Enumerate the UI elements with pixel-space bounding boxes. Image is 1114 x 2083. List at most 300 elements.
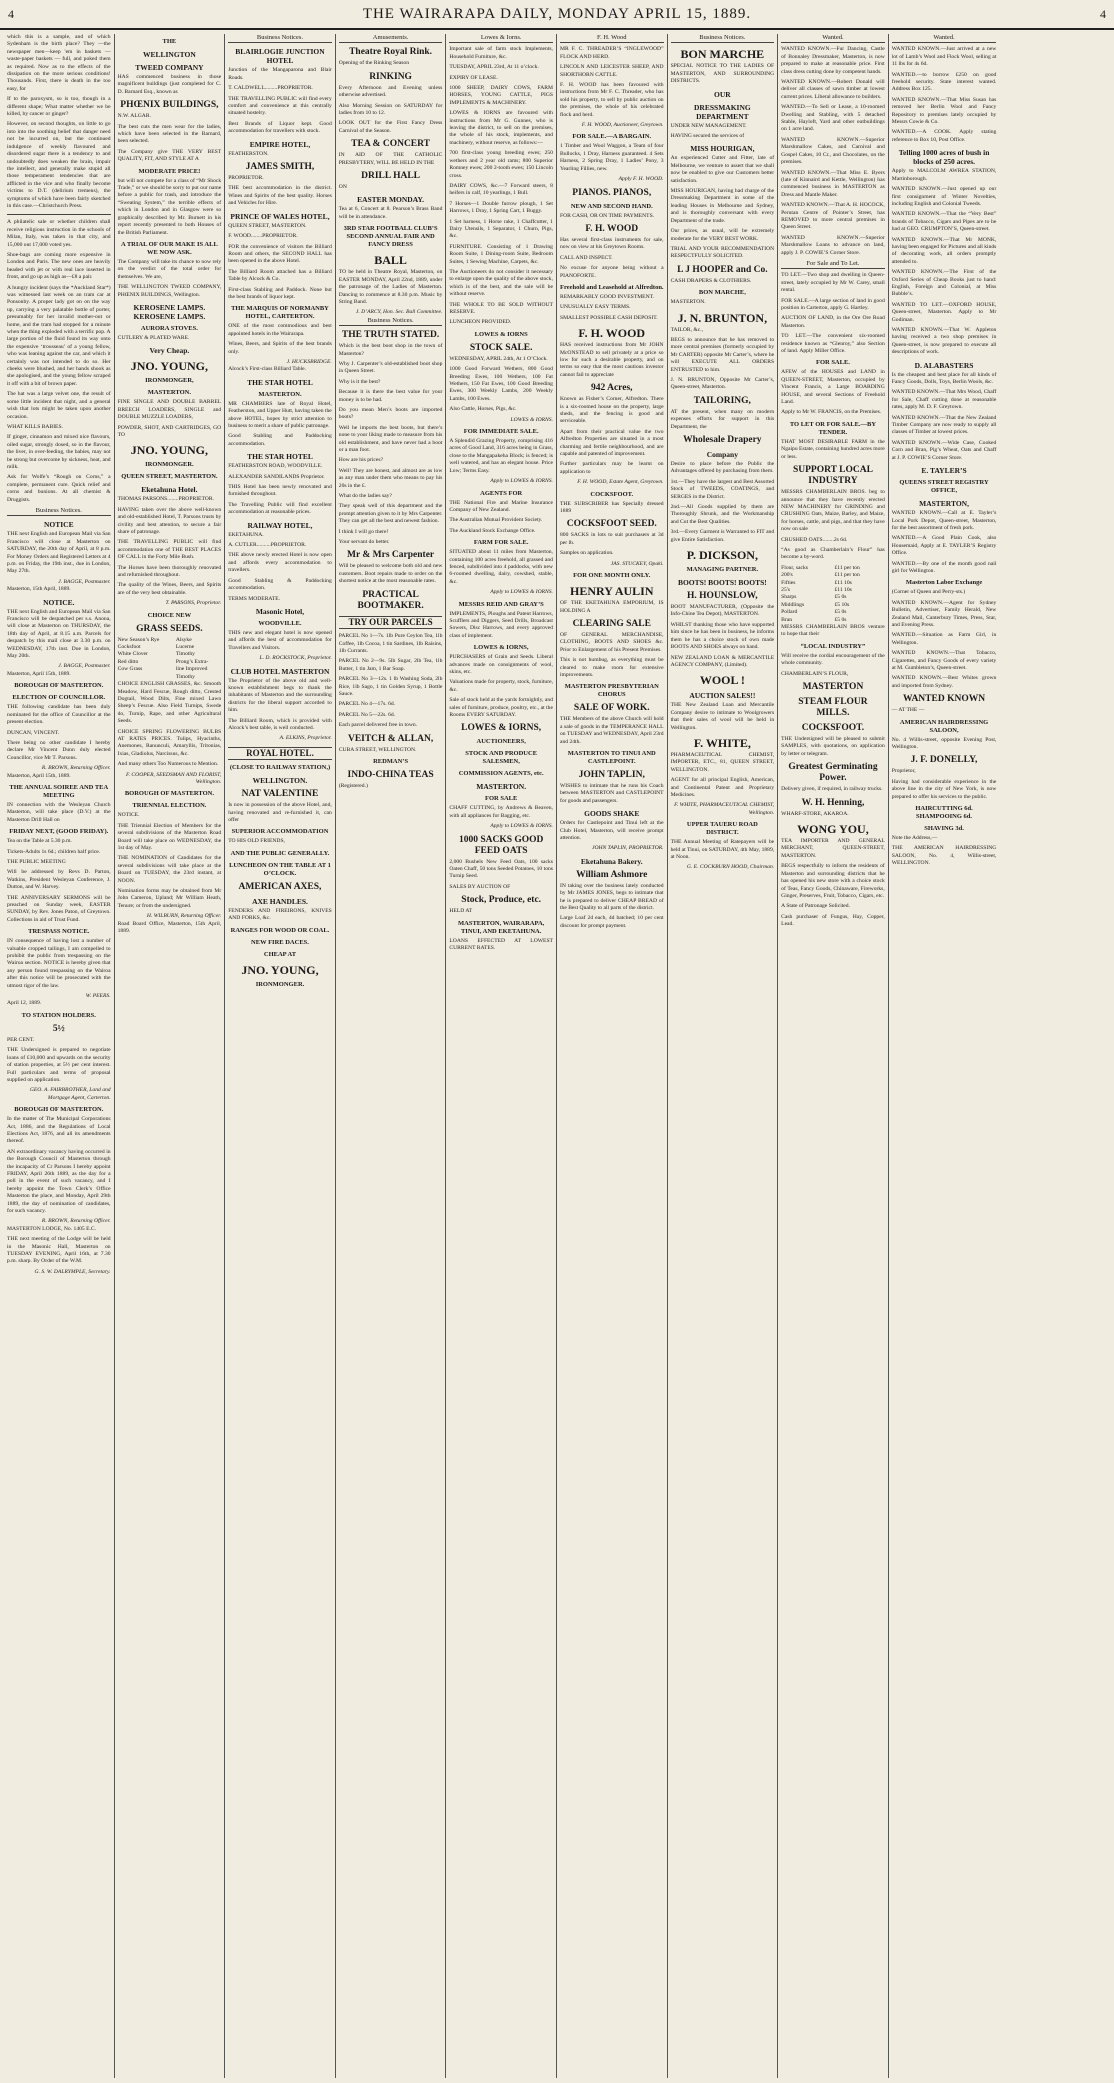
paragraph: CUBA STREET, WELLINGTON. <box>338 746 417 753</box>
paragraph: Tea on the Table at 5.30 p.m. <box>7 838 72 845</box>
paragraph: CASH DRAPERS & CLOTHIERS. <box>670 277 752 284</box>
paragraph: FEATHERSTON. <box>228 150 269 157</box>
paragraph: MASTERTON. <box>670 299 706 306</box>
paragraph: LUNCHEON PROVIDED. <box>449 319 512 326</box>
table-cell: Pollard <box>781 609 798 616</box>
small-heading: AND THE PUBLIC GENERALLY. <box>230 849 330 857</box>
paragraph: ON <box>338 184 347 191</box>
table-row <box>781 580 885 587</box>
paragraph: LOOK OUT for the First Fancy Dress Carnival of the Season. <box>338 120 443 134</box>
paragraph: Known as Fisher’s Corner, Alfredton. There is a six-roomed house on the property, large sheds, and the fencing is good and serviceable. <box>559 396 664 425</box>
small-heading: IRONMONGER. <box>255 980 305 988</box>
paragraph: WANTED KNOWN.—That Miss E. Byers (late of Kinnaird and Kettle, Wellington) has commenced business in MASTERTON as Dress and Mantle Maker. <box>781 169 885 198</box>
headline-large: BALL <box>374 253 407 268</box>
paragraph: PHARMACEUTICAL CHEMIST, IMPORTER, ETC., 81, QUEEN STREET, WELLINGTON. <box>670 751 775 773</box>
table-cell: Cow Grass <box>117 666 143 673</box>
paragraph: Has several first-class instruments for sale, now on view at his Greytown Rooms. <box>559 236 664 251</box>
paragraph: Cash purchaser of Fungus, Hay, Copper, Lead. <box>781 913 885 928</box>
paragraph: No excuse for anyone being without a PIANOFORTE. <box>559 265 664 279</box>
headline: CLEARING SALE <box>572 618 651 629</box>
paragraph: WANTED TO LET.—OXFORD HOUSE, Queen-street, Masterton. Apply to Mr Godiman. <box>891 301 997 323</box>
headline: L J HOOPER and Co. <box>677 264 768 275</box>
paragraph: HAS received instructions from Mr JOHN McONSTEAD to sell privately at a price so low for such a desirable property, and on terms so easy that the most cautious investor cannot fail to appreciate <box>559 342 664 378</box>
paragraph: THAT MOST DESIRABLE FARM in the Ngaipu Estate, containing hundred acres more or less. <box>781 438 885 460</box>
subheadline: AXE HANDLES. <box>252 896 308 906</box>
paragraph: FEATHERSTON ROAD, WOODVILLE. <box>228 463 323 470</box>
subheadline: NOTICE <box>44 520 74 530</box>
column-5 <box>446 34 557 2078</box>
headline: 5½ <box>52 1023 65 1034</box>
signature: F. COOPER, SEEDSMAN AND FLORIST, Wellington. <box>125 771 222 785</box>
paragraph: In the matter of The Municipal Corporations Act, 1886, and the Regulations of Local Elections Act, 1876, and all its amendments thereof. <box>7 1116 111 1145</box>
table-cell: £5 0s <box>834 594 847 601</box>
paragraph: — AT THE — <box>891 707 925 714</box>
signature: R. BROWN, Returning Officer. <box>41 765 111 772</box>
table-cell <box>118 674 176 681</box>
paragraph: No. 4 Willis-street, opposite Evening Post, Wellington. <box>891 736 997 751</box>
headline: AMERICAN AXES, <box>238 881 322 892</box>
paragraph: 700 first-class young breeding ewes; 250 wethers and 2 year old rams; 800 Superior Romney ewes; 200 2-tooth ewes; 150 Lincoln cross. <box>449 150 553 179</box>
paragraph: THE National Fire and Marine Insurance Company of New Zealand. <box>449 499 553 513</box>
paragraph: This is not humbug, as everything must be cleared to make room for extensive improvements. <box>559 657 664 678</box>
paragraph: Well he imports the best boots, but there’s none to your liking made to measure from his old establishment, and have never had a boot or a man foot. <box>338 424 443 453</box>
paragraph: TO LET.—Two shop and dwelling in Queen-street, lately occupied by Mr W. Carey, small rental. <box>781 272 885 294</box>
paragraph: 7 Horses—1 Double furrow plough, 1 Set Harrows, 1 Dray, 1 Spring Cart, 1 Buggy. <box>449 200 553 215</box>
price-table <box>118 637 222 681</box>
paragraph: However, on second thoughts, on little to go into into the soothing belief that danger need not be incurred on, but the continued indulgence of weekly flavoured and disordered sugar there is a tendency to and undoubtedly does weaken the brain, impair the intellect, and generally make stupid all those temperament tendencies that are afflicted in the vice and who finally become victims to D.T. (delirium tremens), the symptoms of which have been fairly sketched in this case.—Christchurch Press. <box>7 121 111 209</box>
small-heading: AURORA STOVES. <box>140 324 198 332</box>
headline: TAILORING, <box>693 395 751 406</box>
headline: Stock, Produce, etc. <box>461 895 542 906</box>
paragraph: The Travelling Public will find excellent accommodation at reasonable prices. <box>228 501 332 516</box>
paragraph: TERMS MODERATE. <box>228 595 281 602</box>
paragraph: PARCEL No 5—22s. 6d. <box>338 711 396 718</box>
paragraph: Why J. Carpenter’s old-established boot shop in Queen Street. <box>338 360 443 375</box>
headline: COCKSFOOT SEED. <box>566 519 657 530</box>
section-heading: Business Notices. <box>339 317 443 326</box>
paragraph: FOR the convenience of visitors the Billiard Room and others, the SECOND HALL has been opened in the above Hotel. <box>228 243 332 265</box>
signature: GEO. A. FAIRBROTHER, Land and Mortgage Agent, Carterton. <box>29 1087 111 1101</box>
subheadline: Eketahuna Bakery. <box>580 856 643 866</box>
paragraph: THE next English and European Mail via San Francisco will close at Masterton on SATURDAY, the 20th day of April, at 8 p.m. For Money Orders and Registered Letters at 4 p.m. on Friday, the 19th inst., due in London, May 27th. <box>7 531 111 575</box>
small-heading: THE MARQUIS OF NORMANBY HOTEL, CARTERTON. <box>231 305 329 321</box>
subheadline: CLUB HOTEL MASTERTON <box>230 666 330 676</box>
paragraph: IN AID OF THE CATHOLIC PRESBYTERY, WILL BE HELD IN THE <box>338 152 443 166</box>
paragraph: HAVING taken over the above well-known and old-established Hotel, T. Parsons trusts by civility and best attention, to secure a fair share of patronage. <box>117 506 222 535</box>
paragraph: N.W. ALGAR. <box>117 113 151 120</box>
subheadline: PRINCE OF WALES HOTEL, <box>230 211 330 221</box>
paragraph: THE above newly erected Hotel is now open and affords every accommodation to travellers. <box>228 552 332 574</box>
table-cell: £5 0s <box>834 609 847 616</box>
paragraph: UNDER NEW MANAGEMENT. <box>670 122 747 129</box>
table-row <box>118 651 222 658</box>
small-heading: BOROUGH OF MASTERTON. <box>14 682 104 690</box>
paragraph: LOANS EFFECTED AT LOWEST CURRENT RATES. <box>449 937 553 952</box>
table-cell: Prong’s Extra- <box>175 658 209 665</box>
table-cell: £11 10s <box>834 586 852 593</box>
headline: F. H. WOOD <box>585 223 639 234</box>
paragraph: NEW ZEALAND LOAN & MERCANTILE AGENCY COMPANY, (Limited). <box>670 654 775 668</box>
headline: LOWES & IORNS, <box>461 723 542 734</box>
small-heading: SHAVING 3d. <box>924 825 964 833</box>
signature: Apply to LOWES & IORNS. <box>490 823 553 830</box>
paragraph: I think I will go there! <box>338 528 389 535</box>
table-cell: Sharps <box>781 594 797 601</box>
paragraph: Having had considerable experience in the above line in the city of New York, is now prepared to offer his services to the public. <box>891 778 997 800</box>
paragraph: CRUSHED OATS........2s 6d. <box>781 536 848 543</box>
paragraph: THE WHOLE TO BE SOLD WITHOUT RESERVE. <box>449 301 553 315</box>
small-heading: MASTERTON PRESBYTERIAN CHORUS <box>564 683 659 699</box>
small-heading: FOR ONE MONTH ONLY. <box>573 572 651 580</box>
table-cell: Middlings <box>781 601 805 608</box>
paragraph: WANTED KNOWN.—That Tobacco, Cigarettes, and Fancy Goods of every variety at M. Gumbleton’s, Queen-street. <box>891 650 997 671</box>
paragraph: MR CHAMBERS late of Royal Hotel, Featherston, and Upper Hutt, having taken the above HOTEL, hopes by strict attention to business to merit a share of public patronage. <box>228 400 332 429</box>
paragraph: Samples on application. <box>559 550 614 557</box>
small-heading: ELECTION OF COUNCILLOR. <box>12 694 106 702</box>
paragraph: The quality of the Wines, Beers, and Spirits are of the very best obtainable. <box>117 582 222 596</box>
paragraph: Is now in possession of the above Hotel, and, having renovated and re-furnished it, can offer <box>228 802 332 823</box>
paragraph: The Horses have been thoroughly renovated and refurnished throughout. <box>117 564 222 579</box>
paragraph: TAILOR, &c., <box>670 326 704 333</box>
paragraph: 1st.—They have the largest and Best Assorted Stock of TWEEDS, COATINGS, and SERGES in the District. <box>670 478 775 500</box>
paragraph: 2nd.—All Goods supplied by them are Thoroughly Shrunk, and the Workmanship and Cut the Best Qualities. <box>670 504 775 525</box>
newspaper-columns <box>4 34 1110 2078</box>
headline: H. HOUNSLOW, <box>687 591 758 602</box>
signature: F. H. WOOD, Auctioneer, Greytown. <box>581 122 664 129</box>
table-row <box>118 674 222 681</box>
small-heading: FOR SALE. <box>815 359 850 367</box>
paragraph: Valuations made for property, stock, furniture, &c. <box>449 679 553 693</box>
subheadline: BOOTS! BOOTS! BOOTS! <box>677 578 767 588</box>
paragraph: MASTERTON LODGE, No. 1405 E.C. <box>7 1225 97 1232</box>
paragraph: FENDERS AND FIREIRONS, KNIVES AND FORKS, &c. <box>228 907 332 922</box>
signature: Apply F. H. WOOD. <box>618 176 664 183</box>
table-cell: £11 10s <box>834 579 852 586</box>
paragraph: WANTED.—to borrow £250 on good freehold security. State interest wanted. Address Box 125. <box>891 71 997 93</box>
paragraph: The hat was a large velvet one, the result of some little incident that night, and a general wish that lots might be taken upon another occasion. <box>7 391 111 420</box>
paragraph: PARCEL No 3—12s. 1 lb Washing Soda, 2lb Rice, 1lb Sago, 1 tin Golden Syrup, 1 Bottle Sauce. <box>338 676 443 697</box>
paragraph: WANTED.—By one of the month good nail girl for Wellington. <box>891 560 997 574</box>
table-row <box>118 644 222 651</box>
headline: VEITCH & ALLAN, <box>347 733 434 744</box>
headline-large: JNO. YOUNG, <box>241 962 319 977</box>
column-8 <box>778 34 889 2078</box>
subheadline: KEROSENE LAMPS. KEROSENE LAMPS. <box>133 302 206 321</box>
signature: G. E. COCKBURN HOOD, Chairman. <box>686 864 775 871</box>
column-2 <box>115 34 226 2078</box>
subheadline: EMPIRE HOTEL, <box>249 139 311 149</box>
paragraph: (Corner of Queen and Perry-sts.) <box>891 589 966 596</box>
small-heading: BOROUGH OF MASTERTON. <box>124 790 214 798</box>
headline-large: HENRY AULIN <box>570 584 654 599</box>
paragraph: NOTICE. <box>117 812 140 819</box>
paragraph: If to the paroxysm, so is too, though in a different shape; What matter whether we be killed, by cancer or ginger? <box>7 96 111 118</box>
signature: J. D’ARCY, Hon. Sec. Ball Committee. <box>355 309 443 316</box>
small-heading: BOROUGH OF MASTERTON. <box>14 1106 104 1114</box>
headline: J. F. DONELLY, <box>910 755 978 766</box>
paragraph: Tea at 6, Concert at 8. Pearson’s Brass Band will be in attendance. <box>338 206 443 220</box>
signature: L. D. ROCKSTOCK, Proprietor. <box>259 655 332 662</box>
small-heading: QUEEN STREET, MASTERTON. <box>121 473 218 481</box>
subheadline: OUR <box>714 89 731 99</box>
paragraph: Good Stabling & Paddocking accommodation. <box>228 577 332 592</box>
page-number-right: 4 <box>1100 7 1106 21</box>
paragraph: Will be pleased to welcome both old and new customers. Boot repairs made to order on the shortest notice at the most reasonable rates. <box>338 563 443 585</box>
paragraph: OF GENERAL MERCHANDISE, CLOTHING, BOOTS AND SHOES &c. Prior to Enlargement of his Present Premises. <box>559 631 664 653</box>
subheadline: RAILWAY HOTEL, <box>247 520 313 530</box>
paragraph: AUCTION OF LAND, in the Ore Ore Road Masterton. <box>781 315 885 329</box>
paragraph: 2,000 Bushels New Feed Oats, 100 sacks Oaten Chaff, 50 tons Seeded Potatoes, 10 tons Turnip Seed. <box>449 858 553 880</box>
table-cell: Timothy <box>175 651 195 658</box>
headline: INDO-CHINA TEAS <box>347 769 434 780</box>
paragraph: Tickets-Adults 1s 6d.; children half price. <box>7 848 101 855</box>
paragraph: CUTLERY & PLATED WARE. <box>117 334 190 341</box>
paragraph: ALEXANDER SANDILANDS Proprietor. <box>228 473 325 480</box>
paragraph: WHAT KILLS BABIES. <box>7 423 63 430</box>
paragraph: WANTED KNOWN.—That the New Zealand Timber Company are now ready to supply all classes of Timber at lowest prices. <box>891 414 997 436</box>
small-heading: IRONMONGER. <box>145 461 194 469</box>
paragraph: BOOT MANUFACTURER, (Opposite the Info-Chine Tea Depot), MASTERTON. <box>670 604 775 618</box>
headline-large: P. DICKSON, <box>686 548 758 563</box>
paragraph: The Auckland Stock Exchange Office. <box>449 527 536 534</box>
headline: PHŒNIX BUILDINGS, <box>120 100 219 111</box>
paragraph: Every Afternoon and Evening unless otherwise advertised. <box>338 84 443 99</box>
small-heading: IRONMONGER, <box>145 377 194 385</box>
paragraph: WANTED KNOWN.—That Miss Susan has removed her Berlin Wool and Fancy Repository to premises lately occupied by Messrs Cowie & Co. <box>891 96 997 126</box>
table-cell: £5 0s <box>834 616 847 623</box>
paragraph: AN extraordinary vacancy having occurred in the Borough Council of Masterton through the incapacity of Cr Parsons I hereby appoint FRIDAY, April 26th 1889, as the day for a poll in the event of such vacancy, and I hereby appoint the Town Clerk’s Office Masterton the place, and Monday, April 29th 1889, the day of nomination of candidates, for such vacancy. <box>7 1148 111 1214</box>
headline-large: JNO. YOUNG, <box>130 443 208 458</box>
paragraph: Delivery given, if required, in railway trucks. <box>781 786 883 793</box>
paragraph: but will not compete for a class of “Mr Shock Trade,” or we should be sorry to put our name before a public for trash, and introduce the “Sweating System,” the terrible effects of which in London and in Glasgow were so graphically described by Mr. Burnett in his report recently presented to both Houses of the British Parliament. <box>117 177 222 236</box>
table-row <box>118 659 222 666</box>
table-cell: White Clover <box>117 651 148 658</box>
paragraph: Will be addressed by Revs D. Parton, Watkins, President Wesleyan Conference, J. Dutton, and W. Harvey. <box>7 869 111 891</box>
small-heading: CHOICE NEW <box>147 611 192 619</box>
paragraph: A State of Patronage Solicited. <box>781 903 850 910</box>
subheadline: Very Cheap. <box>149 346 190 356</box>
paragraph: THE AMERICAN HAIRDRESSING SALOON, No. 4, Willis-street, WELLINGTON. <box>891 845 997 867</box>
paragraph: WANTED KNOWN.—That A. H. HOCOCK, Perutan Centre of Pointer’s Street, has REMOVED to more central premises in Queen Street. <box>781 202 885 231</box>
paragraph: THOMAS PARSONS........PROPRIETOR. <box>117 496 214 503</box>
paragraph: SPECIAL NOTICE TO THE LADIES OF MASTERTON, AND SURROUNDING DISTRICTS. <box>670 63 775 85</box>
paragraph: IN connection with the Wesleyan Church Masterton, will take place (D.V.) at the Masterton Drill Hall on <box>7 801 111 823</box>
table-row <box>781 602 885 609</box>
small-heading: STOCK AND PRODUCE SALESMEN, <box>465 750 538 766</box>
paragraph: HAS commenced business in those magnificent buildings (just completed for C. D. Barnard Esq., known as <box>117 74 222 95</box>
paragraph: “As good as Chamberlain’s Flour” has become a by-word. <box>781 546 885 561</box>
table-row <box>118 637 222 644</box>
paragraph: What do the ladies say? <box>338 493 392 500</box>
subheadline: THE STAR HOTEL <box>247 377 313 387</box>
paragraph: WANTED.—To Sell or Lease, a 10-roomed Dwelling and Stabling, with 5 detached Stable, Hayloft, Yard and other outbuildings on 1 acre land. <box>781 104 885 133</box>
table-row <box>781 565 885 572</box>
paragraph: Important sale of farm stock Implements, Household Furniture, &c. <box>449 46 553 60</box>
small-heading: Freehold and Leasehold at Alfredton. <box>559 283 664 291</box>
paragraph: CHOICE ENGLISH GRASSES, &c. Smooth Meadow, Hard Fescue, Rough ditto, Crested Dogtail, Wood Dilts, Fine mixed Lawn Sheep’s Fescue. Also Field Turnips, Swede do, Turnip, Rape, and other Agricultural Seeds. <box>117 681 222 725</box>
paragraph: WANTED KNOWN.—Fur Dancing, Castle of Bonnaley Dressmaker, Masterton, is now prepared to make at reasonable price. First class dress cutting done by competent hands. <box>781 46 885 75</box>
signature: Apply to LOWES & IORNS. <box>490 478 553 485</box>
section-heading: For Sale and To Let. <box>781 260 885 269</box>
paragraph: Alcock’s First-class Billiard Table. <box>228 366 306 373</box>
headline: TEA & CONCERT <box>351 139 430 150</box>
table-cell: New Season’s Rye <box>117 636 160 643</box>
paragraph: THE TRAVELLING PUBLIC will find accommodation one of THE BEST PLACES OF CALL in the Forty Mile Bush. <box>117 539 222 561</box>
paragraph: WANTED KNOWN.—Superior Marshmallow Cakes, and Carnival and Gospel Cakes, 10 Cr., and Chocolates, on the premises. <box>781 136 885 166</box>
paragraph: Further particulars may be learnt on application to <box>559 461 664 475</box>
paragraph: SITUATED about 11 miles from Masterton, containing 100 acres freehold, all grassed and fenced, subdivided into 4 paddocks, with new 6-roomed dwelling, dairy, cowshed, stable, &c. <box>449 549 553 585</box>
paragraph: Masterton, 15th April, 1889. <box>7 586 71 593</box>
headline: 1000 SACKS GOOD FEED OATS <box>458 834 544 856</box>
paragraph: AT the present, when many on modern expenses efforts for support in this Department, the <box>670 408 775 430</box>
headline-large: JNO. YOUNG, <box>130 359 208 374</box>
paragraph: First-class Stabling and Paddock. None but the best brands of liquor kept. <box>228 286 332 300</box>
table-cell: 200's <box>781 572 793 579</box>
signature: Apply to LOWES & IORNS. <box>490 589 553 596</box>
paragraph: F. H. WOOD has been favoured with instructions from Mr F. C. Threader, who has sold his property, to sell by public auction on the premises, the whole of his celebrated flock and herd. <box>559 82 664 118</box>
subheadline: TWEED COMPANY <box>135 63 204 72</box>
paragraph: POWDER, SHOT, AND CARTRIDGES, GO TO <box>117 424 222 438</box>
paragraph: OF THE EKETAHUNA EMPORIUM, IS HOLDING A <box>559 600 664 614</box>
paragraph: LINCOLN AND LEICESTER SHEEP, AND SHORTHORN CATTLE. <box>559 64 664 78</box>
paragraph: A Splendid Grazing Property, comprising 416 acres of Good Land, 316 acres being in Grass, close to the Mangapakeha Block; is fenced; is well watered, and has an elegant house. Price Low; Terms Easy. <box>449 438 553 474</box>
table-cell: Red ditto <box>117 658 139 665</box>
headline-large: F. WHITE, <box>693 735 751 750</box>
column-7 <box>668 34 779 2078</box>
small-heading: BON MARCHE, <box>698 289 746 297</box>
paragraph: The Australian Mutual Provident Society. <box>449 517 543 524</box>
paragraph: T. CALDWELL.........PROPRIETOR. <box>228 85 313 92</box>
paragraph: 1 Timber and Wool Waggon, a Team of four Bullocks, 1 Dray, Harness guaranteed. 4 Sets Harness, 2 Spring Dray, 1 Ladies’ Pony, 3 Yearling Fillies, new. <box>559 143 664 172</box>
subheadline: D. ALABASTERS <box>914 360 974 370</box>
small-heading: MASTERTON, WAIRARAPA, TINUI, AND EKETAHUNA. <box>458 919 545 935</box>
small-heading: LOWES & IORNS <box>474 330 528 338</box>
paragraph: F. WOOD........PROPRIETOR. <box>228 233 298 240</box>
paragraph: THE Triennial Election of Members for the several subdivisions of the Masterton Road Board will take place on WEDNESDAY, the 1st day of May. <box>117 822 222 851</box>
signature: T. PARSONS, Proprietor. <box>165 600 222 607</box>
headline: COCKSFOOT. <box>801 723 865 734</box>
small-heading: FOR SALE.—A BARGAIN. <box>572 133 652 141</box>
paragraph: Also Morning Session on SATURDAY for ladies from 10 to 12. <box>338 102 443 117</box>
headline: SALE OF WORK. <box>573 703 650 714</box>
table-cell: Timothy <box>175 673 195 680</box>
subheadline: MASTERTON, <box>919 499 969 509</box>
subheadline: BLAIRLOGIE JUNCTION HOTEL <box>235 47 325 66</box>
headline: Greatest Germinating Power. <box>788 762 878 784</box>
paragraph: Masterton, April 15th, 1889. <box>7 772 71 779</box>
headline: Theatre Royal Rink. <box>349 47 433 58</box>
paragraph: AFEW of the HOUSES and LAND in QUEEN-STREET, Masterton, occupied by Vincent Francis, a Large BOARDING HOUSE, and several Sections of Freehold Land. <box>781 369 885 406</box>
small-heading: TRESPASS NOTICE. <box>28 928 90 936</box>
column-3 <box>225 34 336 2078</box>
small-heading: LOWES & IORNS, <box>473 644 529 652</box>
small-heading: FARM FOR SALE. <box>473 539 529 547</box>
small-heading: HAIRCUTTING 6d. SHAMPOOING 6d. <box>915 805 973 821</box>
paragraph: EXPIRY OF LEASE. <box>449 74 498 81</box>
paragraph: Large Loaf 2d each, 4d batched; 10 per cent discount for prompt payment. <box>559 915 664 929</box>
paragraph: Nomination forms may be obtained from Mr John Cameron, Upland; Mr William Heath, Tenure; or from the undersigned. <box>117 888 222 909</box>
small-heading: NEW AND SECOND HAND. <box>570 202 653 210</box>
table-row <box>781 587 885 594</box>
paragraph: WANTED.—Situation as Farm Girl, in Wellington. <box>891 632 997 646</box>
signature: A. ELKINS, Proprietor. <box>279 735 332 742</box>
paragraph: PARCEL No 1—7s. 1lb Pure Ceylon Tea, 1lb Coffee, 1lb Cocoa, 1 tin Sardines, 1lb Raisins, 1lb Currants. <box>338 633 443 654</box>
paragraph: 1000 Good Forward Wethers, 800 Good Breeding Ewes, 100 Wethers, 100 Fat Wethers, 150 Fat Ewes, 100 Good Breeding Ewes, 300 Weekly Lambs, 200 Weekly Lambs, 100 Ewes. <box>449 366 553 402</box>
paragraph: The Billiard Room, which is provided with Alcock’s best table, is well conducted. <box>228 717 332 731</box>
paragraph: CHAMBERLAIN’S FLOUR, <box>781 670 849 677</box>
section-heading: Wanted. <box>892 34 997 43</box>
paragraph: DUNCAN, VINCENT. <box>7 729 60 736</box>
paragraph: PROPRIETOR. <box>228 175 264 182</box>
paragraph: THE Undersigned will be pleased to submit SAMPLES, with quotations, on application by letter or telegram. <box>781 736 885 757</box>
paragraph: Each parcel delivered free in town. <box>338 722 418 729</box>
paragraph: Apply to Mr W. FRANCIS, on the Premises. <box>781 409 882 416</box>
paragraph: If ginger, cinnamon and mixed nice flavours, oiled sugar, strongly dosed, so in the flavour, the liver, in over-feeding, the babies, may not be strong but overcome by sickness, heat, and milk. <box>7 434 111 470</box>
paragraph: IN taking over the business lately conducted by Mr JAMES JONES, begs to intimate that he is prepared to deliver CHEAP BREAD of the Best Quality to all parts of the district. <box>559 882 664 912</box>
paragraph: Opening of the Rinking Season <box>338 60 410 67</box>
paragraph: WANTED.—A Good Plain Cook, also Housemaid, Apply at E. TAYLER’S Registry Office. <box>891 535 997 557</box>
small-heading: FOR IMMEDIATE SALE. <box>463 428 539 436</box>
signature: H. WILBURN, Returning Officer. <box>146 913 222 920</box>
paragraph: TO LET.—The convenient six-roomed residence known as “Glenroy,” also Section of land. Apply Miller Office. <box>781 333 885 355</box>
paragraph: 800 SACKS in lots to suit purchasers at 3d per lb. <box>559 532 664 546</box>
paragraph: 1 Set harness, 1 Horse rake, 1 Chaffcutter, 1 Dairy Utensils, 1 Separator, 1 Churn, Pigs, &c. <box>449 218 553 240</box>
paragraph: THE next meeting of the Lodge will be held in the Masonic Hall, Masterton on TUESDAY EVENING, April 16th, at 7.30 p.m. sharp. By Order of the W.M. <box>7 1236 111 1265</box>
paragraph: TEA IMPORTER AND GENERAL MERCHANT, QUEEN-STREET, MASTERTON. <box>781 838 885 859</box>
paragraph: PER CENT. <box>7 1036 35 1043</box>
headline: STOCK SALE. <box>469 342 533 353</box>
column-1 <box>4 34 115 2078</box>
paragraph: IN consequence of having lost a number of valuable cropped tailings, I am compelled to prohibit the public from trespassing on the Wairoa section. NOTICE is hereby given that any person found trespassing on the Wairoa after this notice will be prosecuted with the utmost rigor of the law. <box>7 938 111 989</box>
small-heading: TO LET OR FOR SALE.—BY TENDER. <box>789 420 877 436</box>
headline: STEAM FLOUR MILLS. <box>798 697 868 719</box>
paragraph: Masterton, April 15th, 1889. <box>7 670 71 677</box>
paragraph: FOR SALE.—A large section of land in good position in Carterton, apply G. Hartley. <box>781 297 885 311</box>
paragraph: THE best accommodation in the district. Wines and Spirits of the best quality. Horses and Vehicles for Hire. <box>228 185 332 207</box>
table-cell: £11 per ton <box>834 572 860 579</box>
section-heading: Business Notices. <box>228 34 332 43</box>
small-heading: QUEENS STREET REGISTRY OFFICE, <box>899 479 989 495</box>
signature: LOWES & IORNS. <box>510 416 553 423</box>
paragraph: Orders for Castlepoint and Tinui left at the Club Hotel, Masterton, will receive prompt attention. <box>559 820 664 841</box>
paragraph: PARCEL No 2—9s. 5lb Sugar, 2lb Tea, 1lb Butter, 1 tin Jam, 1 Bar Soap. <box>338 658 443 672</box>
paragraph: THIS Hotel has been newly renovated and furnished throughout. <box>228 484 332 498</box>
page-number-left: 4 <box>8 7 14 21</box>
masthead <box>0 0 1114 30</box>
paragraph: MESSRS CHAMBERLAIN BROS. beg to announce that they have recently erected NEW MACHINERY for GRINDING and CRUSHING Oats, Maize, Barley, and Maize, for horses, cattle, and pigs, and that they have now on sale <box>781 489 885 533</box>
small-heading: MASTERTON. <box>147 389 191 397</box>
paragraph: Do you mean Men’s boots are imported boots? <box>338 406 443 421</box>
paragraph: UNUSUALLY EASY TERMS. <box>559 304 631 311</box>
small-heading: AMERICAN HAIRDRESSING SALOON, <box>899 718 989 734</box>
subheadline: WELLINGTON. <box>252 776 308 786</box>
headline-large: J. N. BRUNTON, <box>677 310 768 325</box>
paragraph: MESSRS CHAMBERLAIN BROS venture to hope that their <box>781 624 885 638</box>
table-cell: line Improved <box>175 666 208 673</box>
paragraph: HELD AT <box>449 908 473 915</box>
subheadline: E. TAYLER’S <box>921 466 967 476</box>
signature: F. WHITE, PHARMACEUTICAL CHEMIST, Wellington. <box>674 802 775 816</box>
table-cell: £5 10s <box>834 601 850 608</box>
subheadline: Eketahuna Hotel. <box>141 485 198 495</box>
paragraph: WANTED KNOWN.—The First of the Oxford Series of Cheap Books just to hand: English, Foreign and Colonial, at Miss Bubble’s. <box>891 269 997 298</box>
paragraph: WANTED KNOWN.—That Mr MONK, having been engaged for Pictures and all kinds of decorating work, all orders promptly attended to. <box>891 236 997 265</box>
paragraph: CHOICE SPRING FLOWERING BULBS AT RATES PRICES. Tulips, Hyacinths, Anemones, Ranunculi, Amaryllis, Tritonias, Ixias, Gladiolus, Narcissus, &c. <box>117 728 222 757</box>
paragraph: THIS new and elegant hotel is now opened and affords the best of accommodation for Travellers and Visitors. <box>228 629 332 651</box>
signature: JOHN TAPLIN, PROPRIETOR. <box>591 845 664 852</box>
signature: W. PEERS. <box>85 993 111 1000</box>
small-heading: FOR SALE <box>485 795 518 803</box>
